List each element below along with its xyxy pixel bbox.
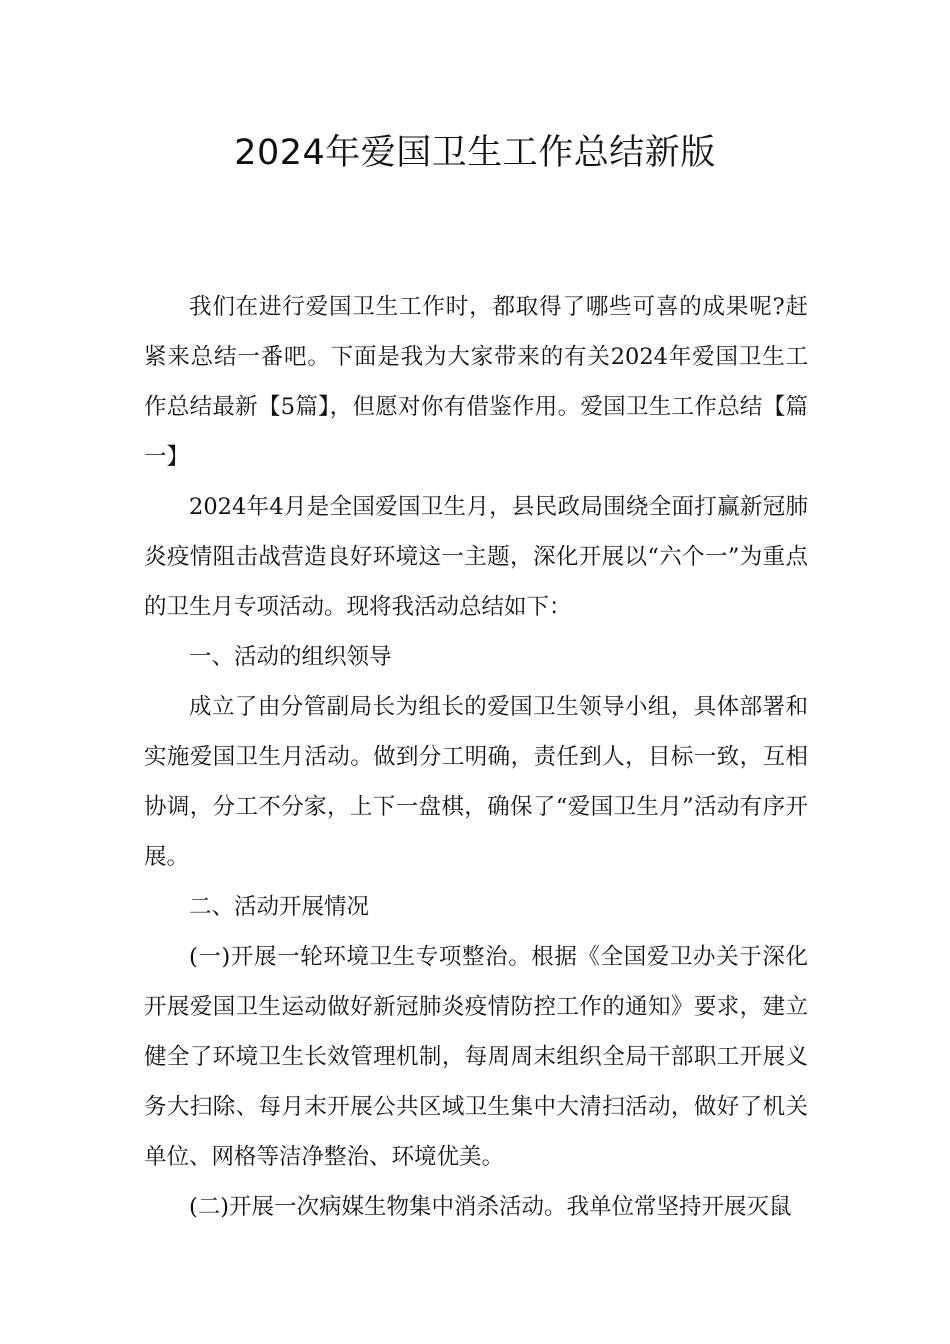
document-title: 2024年爱国卫生工作总结新版	[234, 133, 716, 173]
activity-paragraph-1: (一)开展一轮环境卫生专项整治。根据《全国爱卫办关于深化开展爱国卫生运动做好新冠肺炎疫情防控工作的通知》要求，建立健全了环境卫生长效管理机制，每周周末组织全局干部职工开展义务大扫除、每月末开展公共区域卫生集中大清扫活动，做好了机关单位、网格等洁净整治、环境优美。	[144, 944, 808, 1170]
organization-paragraph: 成立了由分管副局长为组长的爱国卫生领导小组，具体部署和实施爱国卫生月活动。做到分工明确，责任到人，目标一致，互相协调，分工不分家，上下一盘棋，确保了“爱国卫生月”活动有序开展。	[144, 694, 808, 870]
intro-paragraph: 我们在进行爱国卫生工作时，都取得了哪些可喜的成果呢?赶紧来总结一番吧。下面是我为大家带来的有关2024年爱国卫生工作总结最新【5篇】，但愿对你有借鉴作用。爱国卫生工作总结【篇一】	[144, 294, 808, 470]
overview-paragraph: 2024年4月是全国爱国卫生月，县民政局围绕全面打赢新冠肺炎疫情阻击战营造良好环境这一主题，深化开展以“六个一”为重点的卫生月专项活动。现将我活动总结如下：	[144, 494, 808, 620]
section-heading-activities: 二、活动开展情况	[189, 894, 370, 920]
section-heading-organization: 一、活动的组织领导	[189, 644, 392, 670]
activity-paragraph-2: (二)开展一次病媒生物集中消杀活动。我单位常坚持开展灭鼠	[189, 1194, 792, 1220]
document-body	[144, 282, 808, 1232]
